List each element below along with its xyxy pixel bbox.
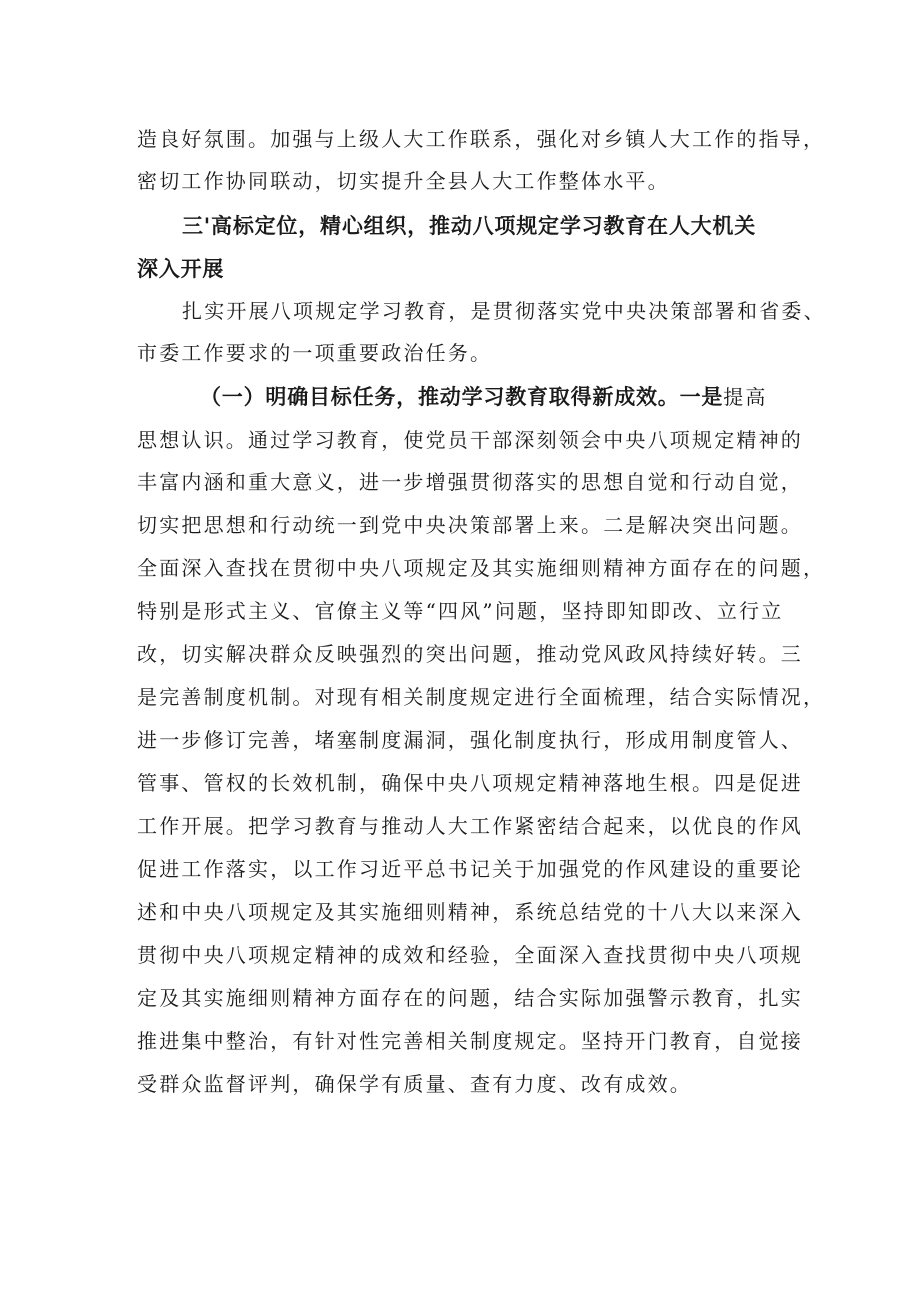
intro-line-2: 密切工作协同联动，切实提升全县人大工作整体水平。 (137, 169, 670, 193)
section-intro-line-2: 市委工作要求的一项重要政治任务。 (137, 341, 493, 365)
body-line-3: 切实把思想和行动统一到党中央决策部署上来。二是解决突出问题。 (137, 513, 803, 537)
subsection-first-line-tail: 提高 (723, 385, 768, 409)
body-line-2: 丰富内涵和重大意义，进一步增强贯彻落实的思想自觉和行动自觉， (137, 470, 803, 494)
body-line-6: 改，切实解决群众反映强烈的突出问题，推动党风政风持续好转。三 (137, 642, 803, 666)
body-line-7: 是完善制度机制。对现有相关制度规定进行全面梳理，结合实际情况， (137, 685, 826, 709)
body-line-4: 全面深入查找在贯彻中央八项规定及其实施细则精神方面存在的问题， (137, 556, 826, 580)
subsection-heading: （一）明确目标任务，推动学习教育取得新成效。一是 (200, 385, 724, 409)
section-intro-line-1: 扎实开展八项规定学习教育，是贯彻落实党中央决策部署和省委、 (182, 299, 826, 323)
section-heading-line-2: 深入开展 (137, 257, 225, 281)
body-line-10: 工作开展。把学习教育与推动人大工作紧密结合起来，以优良的作风 (137, 814, 803, 838)
section-heading-line-1: 三'高标定位，精心组织，推动八项规定学习教育在人大机关 (182, 214, 757, 238)
body-line-12: 述和中央八项规定及其实施细则精神，系统总结党的十八大以来深入 (137, 900, 803, 924)
body-line-14: 定及其实施细则精神方面存在的问题，结合实际加强警示教育，扎实 (137, 986, 803, 1010)
subsection-first-line (200, 382, 800, 412)
intro-line-1: 造良好氛围。加强与上级人大工作联系，强化对乡镇人大工作的指导， (137, 127, 826, 151)
body-line-8: 进一步修订完善，堵塞制度漏洞，强化制度执行，形成用制度管人、 (137, 728, 803, 752)
body-line-1: 思想认识。通过学习教育，使党员干部深刻领会中央八项规定精神的 (137, 428, 803, 452)
body-line-13: 贯彻中央八项规定精神的成效和经验，全面深入查找贯彻中央八项规 (137, 943, 803, 967)
body-line-15: 推进集中整治，有针对性完善相关制度规定。坚持开门教育，自觉接 (137, 1029, 803, 1053)
body-line-9: 管事、管权的长效机制，确保中央八项规定精神落地生根。四是促进 (137, 771, 803, 795)
body-line-16: 受群众监督评判，确保学有质量、查有力度、改有成效。 (137, 1072, 692, 1096)
body-line-5: 特别是形式主义、官僚主义等“四风”问题，坚持即知即改、立行立 (137, 599, 784, 623)
body-line-11: 促进工作落实，以工作习近平总书记关于加强党的作风建设的重要论 (137, 857, 803, 881)
